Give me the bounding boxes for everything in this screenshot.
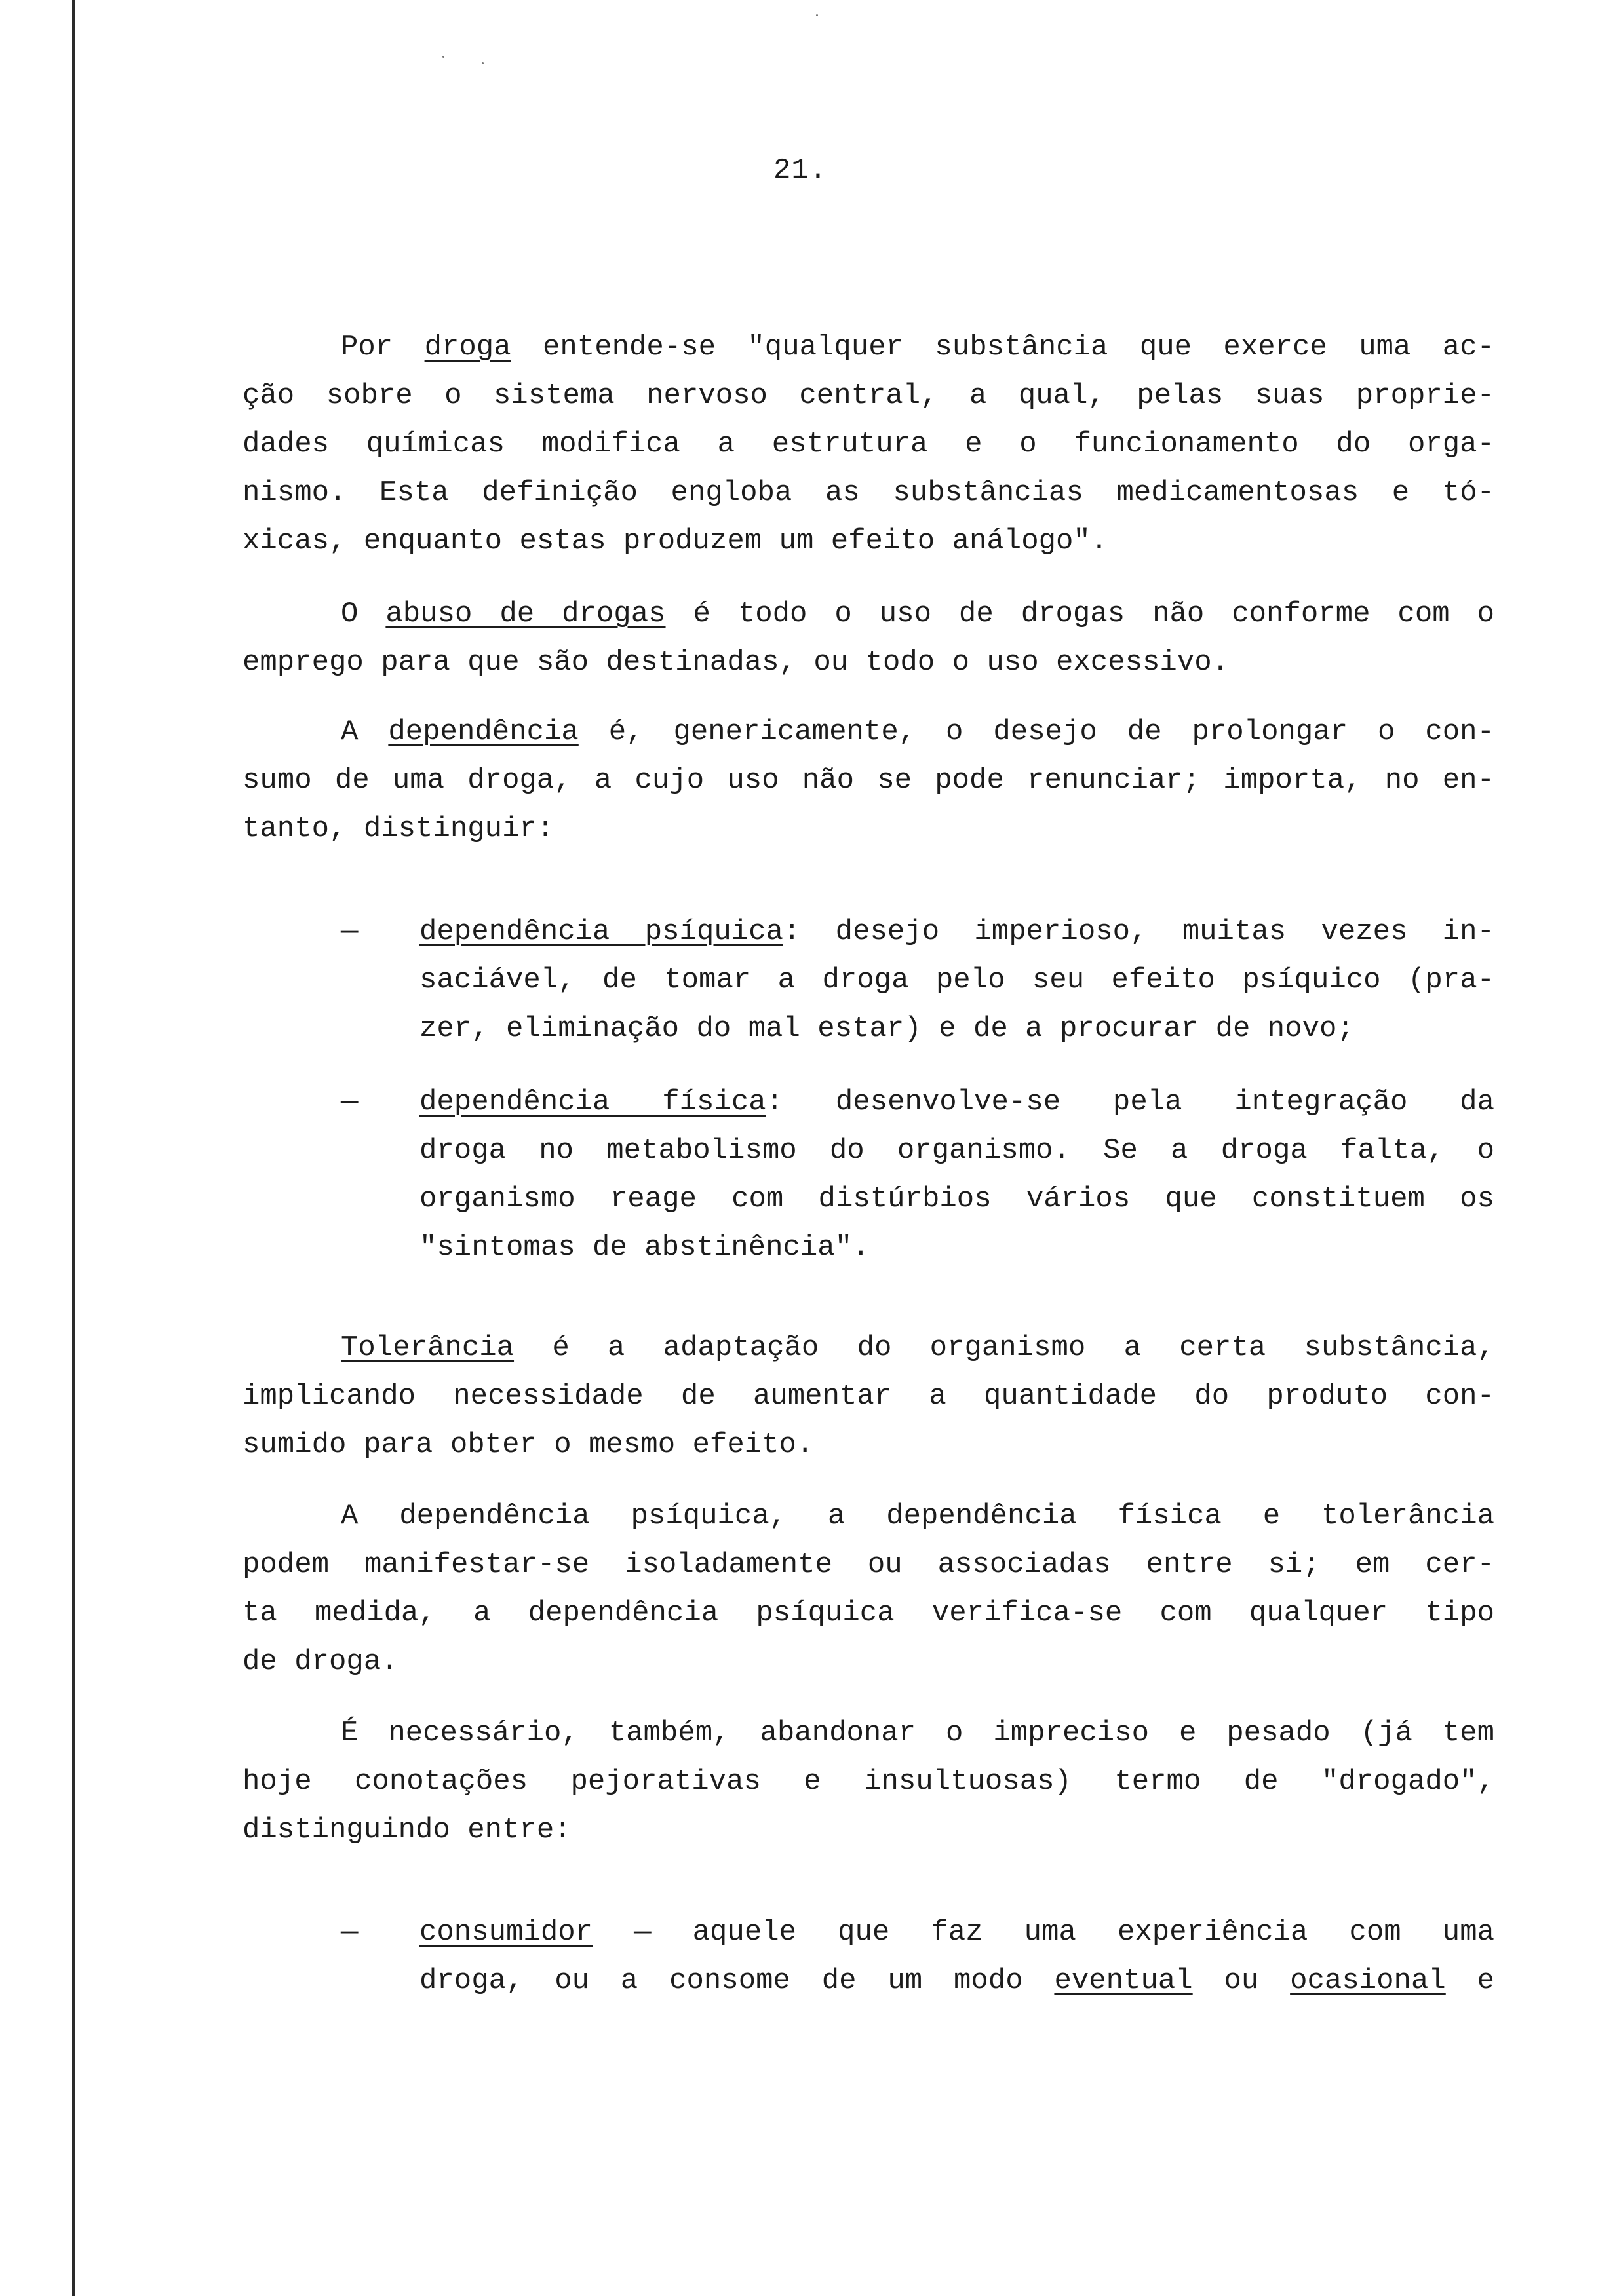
text-line: xicas, enquanto estas produzem um efeito análogo". [243,525,1108,558]
paragraph-drogado [243,1709,1494,1854]
text-line: dades químicas modifica a estrutura e o funcionamento do orga- [243,428,1494,461]
paragraph-abuso-de-drogas [243,590,1494,687]
term-consumidor: consumidor [419,1916,593,1949]
text-line: hoje conotações pejorativas e insultuosas) termo de "drogado", [243,1765,1494,1798]
list-item-dependencia-fisica [341,1078,1494,1272]
page-number: 21. [773,154,828,187]
text-line: A dependência psíquica, a dependência física e tolerância [341,1500,1494,1533]
text-line: emprego para que são destinadas, ou todo o uso excessivo. [243,646,1230,679]
text-line: ção sobre o sistema nervoso central, a qual, pelas suas proprie- [243,379,1494,412]
text-line: O abuso de drogas é todo o uso de drogas não conforme com o [341,598,1494,630]
paragraph-dependencia [243,708,1494,853]
term-dependencia: dependência [388,716,579,748]
text-line: dependência psíquica: desejo imperioso, muitas vezes in- [419,915,1494,948]
text-line: sumido para obter o mesmo efeito. [243,1428,814,1461]
text-line: saciável, de tomar a droga pelo seu efeito psíquico (pra- [419,964,1494,997]
paragraph-tolerancia [243,1324,1494,1469]
scan-speck [442,56,444,58]
text-line: Tolerância é a adaptação do organismo a certa substância, [341,1331,1494,1364]
paragraph-dependencias-associadas [243,1492,1494,1686]
text-line: implicando necessidade de aumentar a quantidade do produto con- [243,1380,1494,1413]
term-dependencia-psiquica: dependência psíquica [419,915,783,948]
text-line: É necessário, também, abandonar o impreciso e pesado (já tem [341,1717,1494,1750]
text-line: podem manifestar-se isoladamente ou associadas entre si; em cer- [243,1548,1494,1581]
paragraph-droga-definition [243,323,1494,565]
text-line: distinguindo entre: [243,1814,572,1846]
dash-bullet: — [341,1086,359,1119]
dash-bullet: — [341,1916,359,1949]
text-line: tanto, distinguir: [243,813,555,845]
text-line: A dependência é, genericamente, o desejo de prolongar o con- [341,716,1494,748]
text-line: droga no metabolismo do organismo. Se a droga falta, o [419,1134,1494,1167]
term-abuso-de-drogas: abuso de drogas [385,598,666,630]
text-line: organismo reage com distúrbios vários que constituem os [419,1183,1494,1215]
term-dependencia-fisica: dependência física [419,1086,766,1119]
term-ocasional: ocasional [1290,1964,1446,1997]
text-line: Por droga entende-se "qualquer substância que exerce uma ac- [341,331,1494,364]
text-line: ta medida, a dependência psíquica verifica-se com qualquer tipo [243,1597,1494,1630]
page-edge-line [72,0,75,2296]
term-tolerancia: Tolerância [341,1331,515,1364]
text-line: "sintomas de abstinência". [419,1231,870,1264]
term-droga: droga [424,331,511,364]
text-line: de droga. [243,1645,399,1678]
text-line: droga, ou a consome de um modo eventual ou ocasional e [419,1964,1494,1997]
text-line: nismo. Esta definição engloba as substâncias medicamentosas e tó- [243,476,1494,509]
text-line: sumo de uma droga, a cujo uso não se pode renunciar; importa, no en- [243,764,1494,797]
scan-speck [482,62,484,64]
scan-speck [816,14,818,16]
text-line: dependência física: desenvolve-se pela integração da [419,1086,1494,1119]
list-item-dependencia-psiquica [341,908,1494,1053]
list-item-consumidor [341,1908,1494,2005]
text-line: zer, eliminação do mal estar) e de a procurar de novo; [419,1012,1354,1045]
text-line: consumidor — aquele que faz uma experiência com uma [419,1916,1494,1949]
term-eventual: eventual [1054,1964,1193,1997]
dash-bullet: — [341,915,359,948]
